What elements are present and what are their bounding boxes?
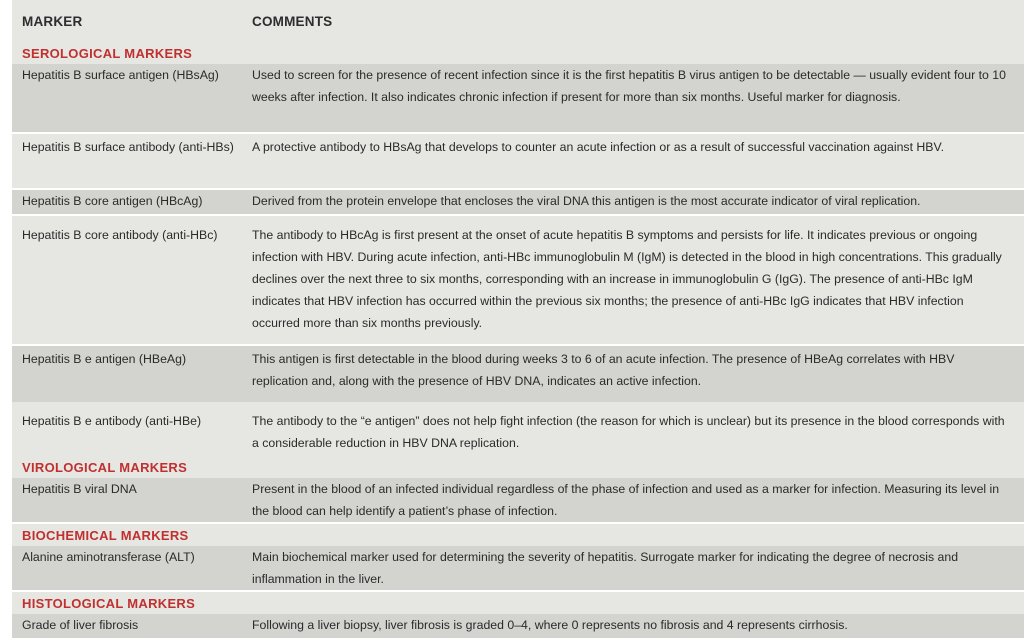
table-row bbox=[12, 614, 1024, 638]
table-row bbox=[12, 134, 1024, 188]
section-title-histological: HISTOLOGICAL MARKERS bbox=[12, 592, 1024, 614]
marker-name: Hepatitis B core antigen (HBcAg) bbox=[22, 194, 203, 208]
table-row bbox=[12, 190, 1024, 214]
marker-name: Hepatitis B e antigen (HBeAg) bbox=[22, 352, 187, 366]
table-row bbox=[12, 346, 1024, 402]
marker-comment: The antibody to the “e antigen” does not help fight infection (the reason for which is unclear) but its presence in the blood corresponds with a considerable reduction in HBV DNA replication. bbox=[252, 414, 1005, 450]
section-title-biochemical: BIOCHEMICAL MARKERS bbox=[12, 524, 1024, 546]
marker-comment: The antibody to HBcAg is first present at the onset of acute hepatitis B symptoms and persists for life. It indicates previous or ongoing infection with HBV. During acute infection, anti-HBc immunoglobulin M (IgM) is detected in the blood in high concentrations. This gradually declines over the next three to six months, corresponding with an increase in immunoglobulin G (IgG). The presence of anti-HBc IgM indicates that HBV infection has occurred within the previous six months; the presence of anti-HBc IgG indicates that HBV infection occurred more than six months previously. bbox=[252, 228, 1002, 330]
table-row bbox=[12, 402, 1024, 456]
header-comments: COMMENTS bbox=[252, 13, 333, 29]
marker-comment: A protective antibody to HBsAg that develops to counter an acute infection or as a result of successful vaccination against HBV. bbox=[252, 140, 944, 154]
header-marker: MARKER bbox=[22, 13, 83, 29]
marker-comment: Derived from the protein envelope that encloses the viral DNA this antigen is the most accurate indicator of viral replication. bbox=[252, 194, 921, 208]
marker-name: Hepatitis B e antibody (anti-HBe) bbox=[22, 414, 202, 428]
marker-name: Alanine aminotransferase (ALT) bbox=[22, 550, 195, 564]
table-header bbox=[12, 0, 1024, 42]
marker-comment: Main biochemical marker used for determining the severity of hepatitis. Surrogate marker for indicating the degree of necrosis and inflammation in the liver. bbox=[252, 550, 959, 586]
table-row bbox=[12, 216, 1024, 344]
section-title-virological: VIROLOGICAL MARKERS bbox=[12, 456, 1024, 478]
table-row bbox=[12, 546, 1024, 590]
marker-name: Hepatitis B viral DNA bbox=[22, 482, 137, 496]
marker-name: Hepatitis B surface antibody (anti-HBs) bbox=[22, 140, 234, 154]
table-row bbox=[12, 478, 1024, 522]
marker-comment: Following a liver biopsy, liver fibrosis is graded 0–4, where 0 represents no fibrosis and 4 represents cirrhosis. bbox=[252, 618, 848, 632]
marker-comment: Present in the blood of an infected individual regardless of the phase of infection and used as a marker for infection. Measuring its level in the blood can help identify a patient’s phase of infection. bbox=[252, 482, 1000, 518]
hbv-markers-table bbox=[12, 0, 1024, 638]
section-title-serological: SEROLOGICAL MARKERS bbox=[12, 42, 1024, 64]
marker-name: Hepatitis B core antibody (anti-HBc) bbox=[22, 228, 218, 242]
marker-comment: This antigen is first detectable in the blood during weeks 3 to 6 of an acute infection. The presence of HBeAg correlates with HBV replication and, along with the presence of HBV DNA, indicates an active infection. bbox=[252, 352, 955, 388]
table-row bbox=[12, 64, 1024, 132]
marker-comment: Used to screen for the presence of recent infection since it is the first hepatitis B virus antigen to be detectable — usually evident four to 10 weeks after infection. It also indicates chronic infection if present for more than six months. Useful marker for diagnosis. bbox=[252, 68, 1006, 104]
marker-name: Grade of liver fibrosis bbox=[22, 618, 139, 632]
marker-name: Hepatitis B surface antigen (HBsAg) bbox=[22, 68, 219, 82]
